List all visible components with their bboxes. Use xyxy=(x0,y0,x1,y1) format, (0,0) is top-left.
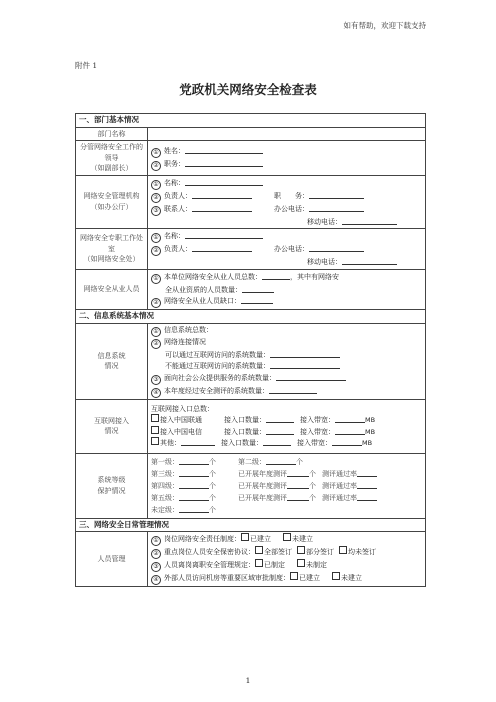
field-label: 网络安全专职工作处室 （如网络安全处） xyxy=(76,229,148,270)
row-org: 网络安全管理机构 （如办公厅） ① 名称： ② 负责人： 职 务： ③ 联系人： 办公电话： 移动电话： xyxy=(76,175,426,229)
org-office-phone-field[interactable] xyxy=(309,203,364,212)
checkbox[interactable] xyxy=(151,426,159,434)
section-header-3 xyxy=(76,518,426,532)
staff-total-field[interactable] xyxy=(262,271,290,280)
inspection-table xyxy=(75,113,426,587)
org-post-field[interactable] xyxy=(309,190,364,199)
staff-qualified-field[interactable] xyxy=(242,284,274,293)
section-header-1 xyxy=(76,114,426,128)
evaluated-systems-field[interactable] xyxy=(269,385,317,394)
org-mobile-field[interactable] xyxy=(342,216,397,225)
org-contact-field[interactable] xyxy=(192,203,252,212)
leader-name-field[interactable] xyxy=(185,145,263,154)
row-staff: 网络安全从业人员 ① 本单位网络安全从业人员总数： ，其中有网络安 全从业资质的人员数量： ② 网络安全从业人员缺口： xyxy=(76,269,426,310)
dept-name-field[interactable] xyxy=(185,230,263,239)
dept-mobile-field[interactable] xyxy=(342,256,397,265)
org-name-field[interactable] xyxy=(185,177,263,186)
dept-office-phone-field[interactable] xyxy=(309,243,364,252)
checkbox[interactable] xyxy=(151,437,159,445)
field-label: 系统等级 保护情况 xyxy=(76,453,148,518)
field-label: 分管网络安全工作的领导 （如副部长） xyxy=(76,141,148,176)
row-dept-name xyxy=(76,127,426,141)
field-label: 互联网接入 情况 xyxy=(76,399,148,453)
row-info-systems: 信息系统 情况 ① 信息系统总数： ② 网络连接情况 可以通过互联网访问的系统数量： 不能通过互联网访问的系统数量： ③ 面向社会公众提供服务的系统数量： ④ 本年度经过安全测评的系统数量： xyxy=(76,323,426,399)
field-label: 网络安全从业人员 xyxy=(76,269,148,310)
section-heading: 二、信息系统基本情况 xyxy=(76,310,426,324)
non-internet-systems-field[interactable] xyxy=(270,360,340,369)
dept-name-value[interactable] xyxy=(148,127,426,141)
attachment-label: 附件 1 xyxy=(75,61,98,70)
field-label: 人员管理 xyxy=(76,532,148,587)
page-number: 1 xyxy=(245,676,251,685)
page-title: 党政机关网络安全检查表 xyxy=(179,82,317,97)
public-systems-field[interactable] xyxy=(276,372,346,381)
dept-head-field[interactable] xyxy=(192,243,252,252)
row-dept: 网络安全专职工作处室 （如网络安全处） ① 名称： ② 负责人： 办公电话： 移动电话： xyxy=(76,229,426,270)
leader-title-field[interactable] xyxy=(185,158,263,167)
section-heading: 一、部门基本情况 xyxy=(76,114,426,128)
checkbox[interactable] xyxy=(151,414,159,422)
row-leader: 分管网络安全工作的领导 （如副部长） ① 姓名： ② 职务： xyxy=(76,141,426,176)
field-label: 网络安全管理机构 （如办公厅） xyxy=(76,175,148,229)
field-label: 部门名称 xyxy=(76,127,148,141)
field-label: 信息系统 情况 xyxy=(76,323,148,399)
section-heading: 三、网络安全日常管理情况 xyxy=(76,518,426,532)
row-internet-access: 互联网接入 情况 互联网接入口总数： 接入中国联通 接入口数量： 接入带宽： MB 接入中国电信 接入口数量： 接入带宽： MB 其他： 接入口数量： 接入带宽： MB xyxy=(76,399,426,453)
internet-systems-field[interactable] xyxy=(270,349,340,358)
row-staff-management: 人员管理 ① 岗位网络安全责任制度： 已建立 未建立 ② 重点岗位人员安全保密协议： 全部签订 部分签订 均未签订 ③ 人员离岗离职安全管理规定： 已制定 未制定 ④ 外部人员访问机房等重要区域审批制度： 已建立 未建立 xyxy=(76,532,426,587)
header-note: 如有帮助，欢迎下载支持 xyxy=(343,21,426,30)
row-grade-protection: 系统等级 保护情况 第一级： 个 第二级： 个 第三级： 个 已开展年度测评 个 测评通过率 第四级： 个 已开展年度测评 个 测评通过率 第五级： 个 已开展年度测评 个 测评通过率 未定级： 个 xyxy=(76,453,426,518)
staff-gap-field[interactable] xyxy=(241,295,273,304)
org-head-field[interactable] xyxy=(192,190,252,199)
section-header-2 xyxy=(76,310,426,324)
